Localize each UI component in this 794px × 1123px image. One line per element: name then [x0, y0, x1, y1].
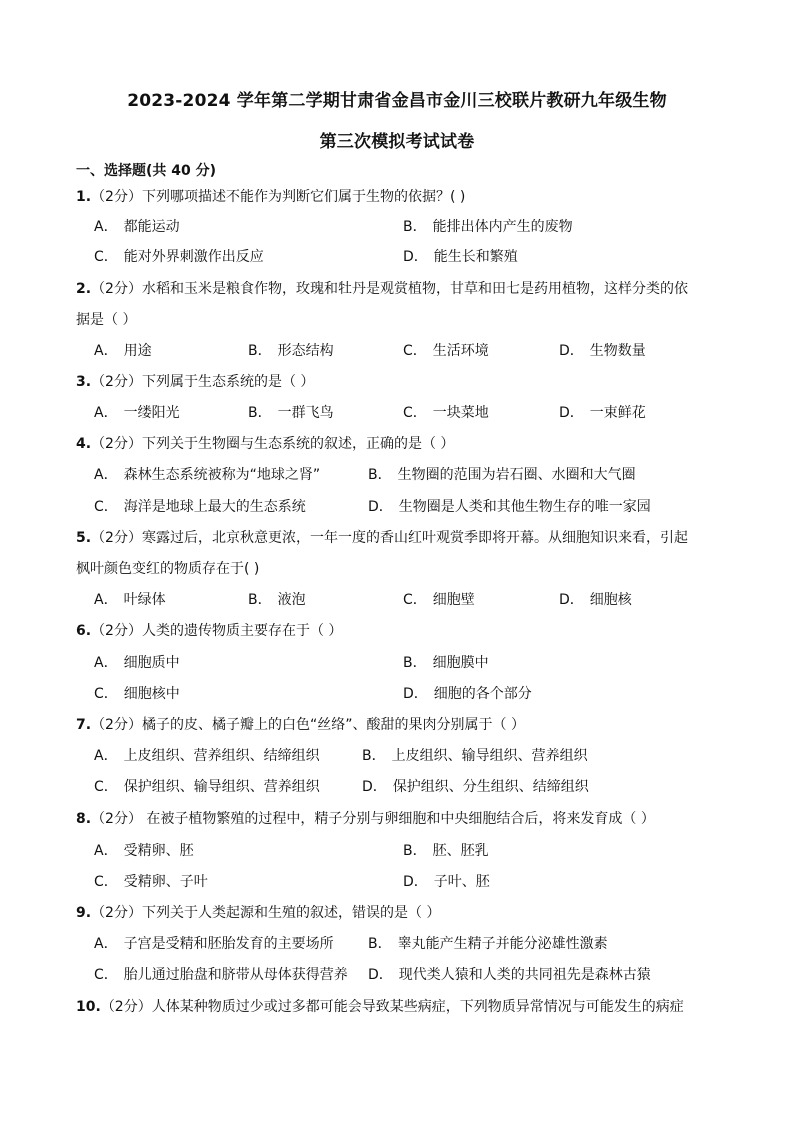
question-score: （2分）	[91, 530, 142, 546]
question-2-continued: 据是（ ）	[76, 312, 137, 328]
option-d[interactable]: D． 能生长和繁殖	[403, 249, 518, 265]
question-text: 寒露过后，北京秋意更浓，一年一度的香山红叶观赏季即将开幕。从细胞知识来看，引起	[141, 530, 688, 546]
question-text: 橘子的皮、橘子瓣上的白色“丝络”、酸甜的果肉分别属于（ ）	[141, 717, 525, 733]
option-b[interactable]: B． 胚、胚乳	[403, 843, 489, 859]
question-4	[76, 435, 726, 453]
section-heading: 一、选择题(共 40 分)	[76, 163, 217, 179]
question-10	[76, 998, 726, 1016]
option-c[interactable]: C． 海洋是地球上最大的生态系统	[94, 499, 306, 515]
question-score: （2分）	[91, 905, 142, 921]
option-b[interactable]: B． 睾丸能产生精子并能分泌雄性激素	[368, 936, 608, 952]
option-d[interactable]: D． 细胞的各个部分	[403, 686, 532, 702]
option-b[interactable]: B． 生物圈的范围为岩石圈、水圈和大气圈	[368, 467, 636, 483]
option-a[interactable]: A． 受精卵、胚	[94, 843, 194, 859]
option-c[interactable]: C． 生活环境	[403, 343, 489, 359]
option-a[interactable]: A． 细胞质中	[94, 655, 180, 671]
question-number: 7.	[76, 717, 92, 733]
option-c[interactable]: C． 受精卵、子叶	[94, 874, 208, 890]
exam-title-line1: 2023-2024 学年第二学期甘肃省金昌市金川三校联片教研九年级生物	[127, 91, 667, 111]
option-a[interactable]: A． 子宫是受精和胚胎发育的主要场所	[94, 936, 334, 952]
question-score: （2分）	[91, 189, 142, 205]
question-1	[76, 188, 726, 206]
option-d[interactable]: D． 子叶、胚	[403, 874, 490, 890]
option-a[interactable]: A． 叶绿体	[94, 592, 166, 608]
option-d[interactable]: D． 生物数量	[559, 343, 646, 359]
option-c[interactable]: C． 一块菜地	[403, 405, 489, 421]
question-number: 6.	[76, 623, 92, 639]
question-score: （2分）	[91, 281, 142, 297]
option-a[interactable]: A． 森林生态系统被称为“地球之肾”	[94, 467, 321, 483]
question-text: 下列关于人类起源和生殖的叙述，错误的是（ ）	[141, 905, 441, 921]
option-a[interactable]: A． 上皮组织、营养组织、结缔组织	[94, 748, 320, 764]
question-text: 在被子植物繁殖的过程中，精子分别与卵细胞和中央细胞结合后，将来发育成（ ）	[141, 811, 655, 827]
question-text: 下列哪项描述不能作为判断它们属于生物的依据？( )	[141, 189, 466, 205]
question-text: 下列属于生态系统的是（ ）	[141, 374, 315, 390]
question-text: 人体某种物质过少或过多都可能会导致某些病症，下列物质异常情况与可能发生的病症	[151, 999, 684, 1015]
question-number: 10.	[76, 999, 101, 1015]
question-5-continued: 枫叶颜色变红的物质存在于( )	[76, 561, 260, 577]
question-7	[76, 716, 726, 734]
question-text: 人类的遗传物质主要存在于（ ）	[141, 623, 343, 639]
question-score: （2分）	[91, 717, 142, 733]
question-number: 4.	[76, 436, 92, 452]
question-9	[76, 904, 726, 922]
option-b[interactable]: B． 能排出体内产生的废物	[403, 219, 573, 235]
option-b[interactable]: B． 形态结构	[248, 343, 334, 359]
question-score: （2分）	[91, 436, 142, 452]
option-a[interactable]: A． 一缕阳光	[94, 405, 180, 421]
option-d[interactable]: D． 现代类人猿和人类的共同祖先是森林古猿	[368, 967, 651, 983]
option-b[interactable]: B． 一群飞鸟	[248, 405, 334, 421]
question-2	[76, 280, 726, 298]
option-c[interactable]: C． 能对外界刺激作出反应	[94, 249, 264, 265]
question-number: 9.	[76, 905, 92, 921]
question-score: （2分）	[91, 811, 142, 827]
question-number: 8.	[76, 811, 92, 827]
question-number: 1.	[76, 189, 92, 205]
option-b[interactable]: B． 液泡	[248, 592, 306, 608]
option-c[interactable]: C． 细胞核中	[94, 686, 180, 702]
option-d[interactable]: D． 一束鲜花	[559, 405, 646, 421]
option-a[interactable]: A． 都能运动	[94, 219, 180, 235]
exam-title-line2: 第三次模拟考试试卷	[319, 132, 475, 152]
question-6	[76, 622, 726, 640]
question-3	[76, 373, 726, 391]
option-b[interactable]: B． 上皮组织、输导组织、营养组织	[362, 748, 588, 764]
option-d[interactable]: D． 生物圈是人类和其他生物生存的唯一家园	[368, 499, 651, 515]
question-number: 3.	[76, 374, 92, 390]
option-c[interactable]: C． 细胞壁	[403, 592, 475, 608]
option-c[interactable]: C． 保护组织、输导组织、营养组织	[94, 779, 320, 795]
question-number: 5.	[76, 530, 92, 546]
question-score: （2分）	[91, 374, 142, 390]
question-number: 2.	[76, 281, 92, 297]
option-d[interactable]: D． 细胞核	[559, 592, 632, 608]
question-5	[76, 529, 726, 547]
option-b[interactable]: B． 细胞膜中	[403, 655, 489, 671]
question-score: （2分）	[91, 623, 142, 639]
question-8	[76, 810, 726, 828]
option-a[interactable]: A． 用途	[94, 343, 152, 359]
question-score: （2分）	[100, 999, 152, 1015]
option-c[interactable]: C． 胎儿通过胎盘和脐带从母体获得营养	[94, 967, 348, 983]
question-text: 水稻和玉米是粮食作物，玫瑰和牡丹是观赏植物，甘草和田七是药用植物，这样分类的依	[141, 281, 688, 297]
option-d[interactable]: D． 保护组织、分生组织、结缔组织	[362, 779, 589, 795]
question-text: 下列关于生物圈与生态系统的叙述，正确的是（ ）	[141, 436, 455, 452]
